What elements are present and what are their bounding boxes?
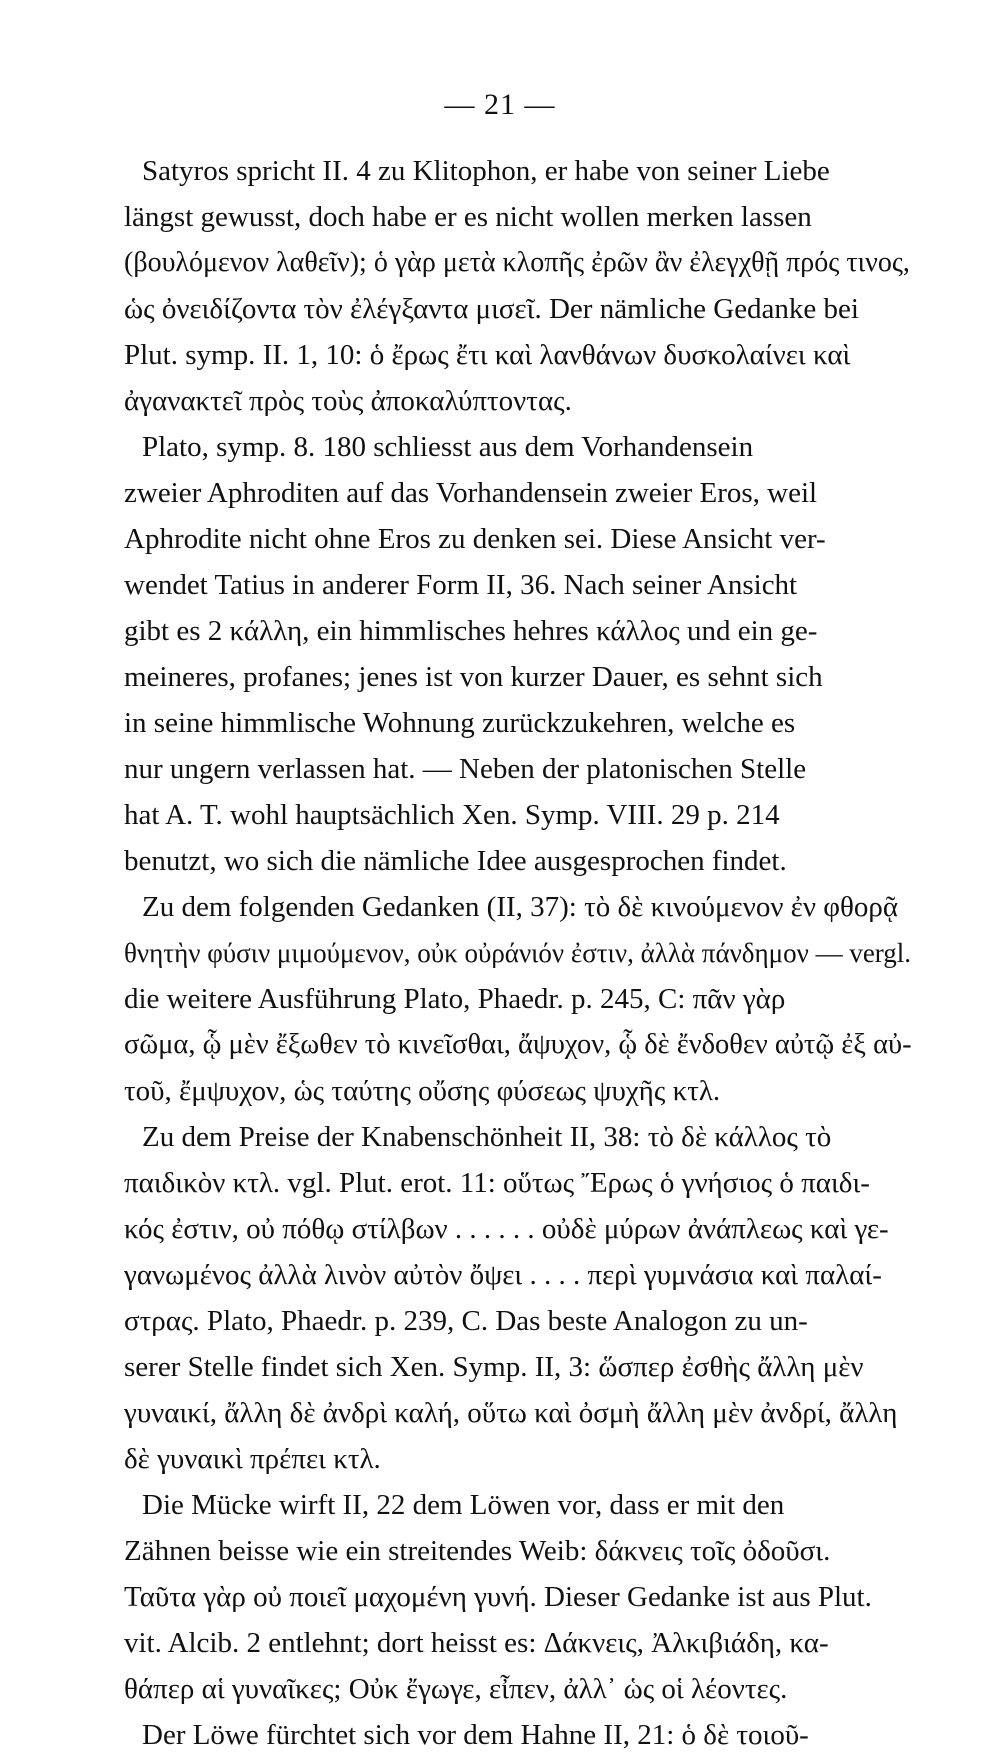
text-line: Der Löwe fürchtet sich vor dem Hahne II, 21: ὁ δὲ τοιοῦ-	[142, 1719, 809, 1751]
text-line: Plato, symp. 8. 180 schliesst aus dem Vorhandensein	[142, 431, 754, 463]
text-line: Zu dem Preise der Knabenschönheit II, 38: τὸ δὲ κάλλος τὸ	[142, 1121, 832, 1153]
text-line: vit. Alcib. 2 entlehnt; dort heisst es: Δάκνεις, Ἀλκιβιάδη, κα-	[124, 1627, 829, 1659]
text-line: benutzt, wo sich die nämliche Idee ausgesprochen findet.	[124, 845, 787, 877]
text-line: zweier Aphroditen auf das Vorhandensein zweier Eros, weil	[124, 477, 818, 509]
text-line: die weitere Ausführung Plato, Phaedr. p. 245, C: πᾶν γὰρ	[124, 983, 786, 1015]
text-line: δὲ γυναικὶ πρέπει κτλ.	[124, 1443, 381, 1475]
text-line: τοῦ, ἔμψυχον, ὡς ταύτης οὔσης φύσεως ψυχῆς κτλ.	[124, 1075, 721, 1107]
text-line: Satyros spricht II. 4 zu Klitophon, er habe von seiner Liebe	[142, 155, 830, 187]
page-number: — 21 —	[444, 88, 556, 121]
text-line: meineres, profanes; jenes ist von kurzer Dauer, es sehnt sich	[124, 661, 823, 693]
text-line: γανωμένος ἀλλὰ λινὸν αὐτὸν ὄψει . . . . περὶ γυμνάσια καὶ παλαί-	[124, 1259, 882, 1291]
text-line: κός ἐστιν, οὐ πόθῳ στίλβων . . . . . . οὐδὲ μύρων ἀνάπλεως καὶ γε-	[124, 1213, 889, 1245]
text-line: θνητὴν φύσιν μιμούμενον, οὐκ οὐράνιόν ἐστιν, ἀλλὰ πάνδημον — vergl.	[124, 938, 912, 968]
text-line: σῶμα, ᾧ μὲν ἔξωθεν τὸ κινεῖσθαι, ἄψυχον, ᾧ δὲ ἔνδοθεν αὐτῷ ἐξ αὐ-	[124, 1029, 912, 1060]
text-line: Aphrodite nicht ohne Eros zu denken sei. Diese Ansicht ver-	[124, 523, 826, 555]
body-text	[124, 148, 914, 1758]
text-line: θάπερ αἱ γυναῖκες; Οὐκ ἔγωγε, εἶπεν, ἀλλ᾽ ὡς οἱ λέοντες.	[124, 1673, 788, 1705]
text-line: Zähnen beisse wie ein streitendes Weib: δάκνεις τοῖς ὀδοῦσι.	[124, 1535, 831, 1567]
text-line: Ταῦτα γὰρ οὐ ποιεῖ μαχομένη γυνή. Dieser Gedanke ist aus Plut.	[124, 1581, 872, 1613]
text-line: Die Mücke wirft II, 22 dem Löwen vor, dass er mit den	[142, 1489, 785, 1521]
text-line: Plut. symp. II. 1, 10: ὁ ἔρως ἔτι καὶ λανθάνων δυσκολαίνει καὶ	[124, 339, 851, 371]
text-line: nur ungern verlassen hat. — Neben der platonischen Stelle	[124, 753, 807, 785]
text-line: (βουλόμενον λαθεῖν); ὁ γὰρ μετὰ κλοπῆς ἐρῶν ἂν ἐλεγχθῇ πρός τινος,	[124, 247, 910, 278]
text-line: längst gewusst, doch habe er es nicht wollen merken lassen	[124, 201, 812, 233]
text-line: gibt es 2 κάλλη, ein himmlisches hehres κάλλος und ein ge-	[124, 615, 818, 647]
text-line: ἀγανακτεῖ πρὸς τοὺς ἀποκαλύπτοντας.	[124, 385, 572, 417]
text-line: στρας. Plato, Phaedr. p. 239, C. Das beste Analogon zu un-	[124, 1305, 808, 1337]
text-line: Zu dem folgenden Gedanken (II, 37): τὸ δὲ κινούμενον ἐν φθορᾷ	[142, 891, 899, 923]
text-line: παιδικὸν κτλ. vgl. Plut. erot. 11: οὕτως Ἔρως ὁ γνήσιος ὁ παιδι-	[124, 1167, 870, 1199]
text-line: hat A. T. wohl hauptsächlich Xen. Symp. VIII. 29 p. 214	[124, 799, 780, 831]
text-line: in seine himmlische Wohnung zurückzukehren, welche es	[124, 707, 796, 739]
text-line: wendet Tatius in anderer Form II, 36. Nach seiner Ansicht	[124, 569, 798, 601]
text-line: γυναικί, ἄλλη δὲ ἀνδρὶ καλή, οὕτω καὶ ὀσμὴ ἄλλη μὲν ἀνδρί, ἄλλη	[124, 1397, 898, 1429]
text-line: serer Stelle findet sich Xen. Symp. II, 3: ὥσπερ ἐσθὴς ἄλλη μὲν	[124, 1351, 864, 1383]
text-line: ὡς ὀνειδίζοντα τὸν ἐλέγξαντα μισεῖ. Der nämliche Gedanke bei	[124, 293, 859, 325]
